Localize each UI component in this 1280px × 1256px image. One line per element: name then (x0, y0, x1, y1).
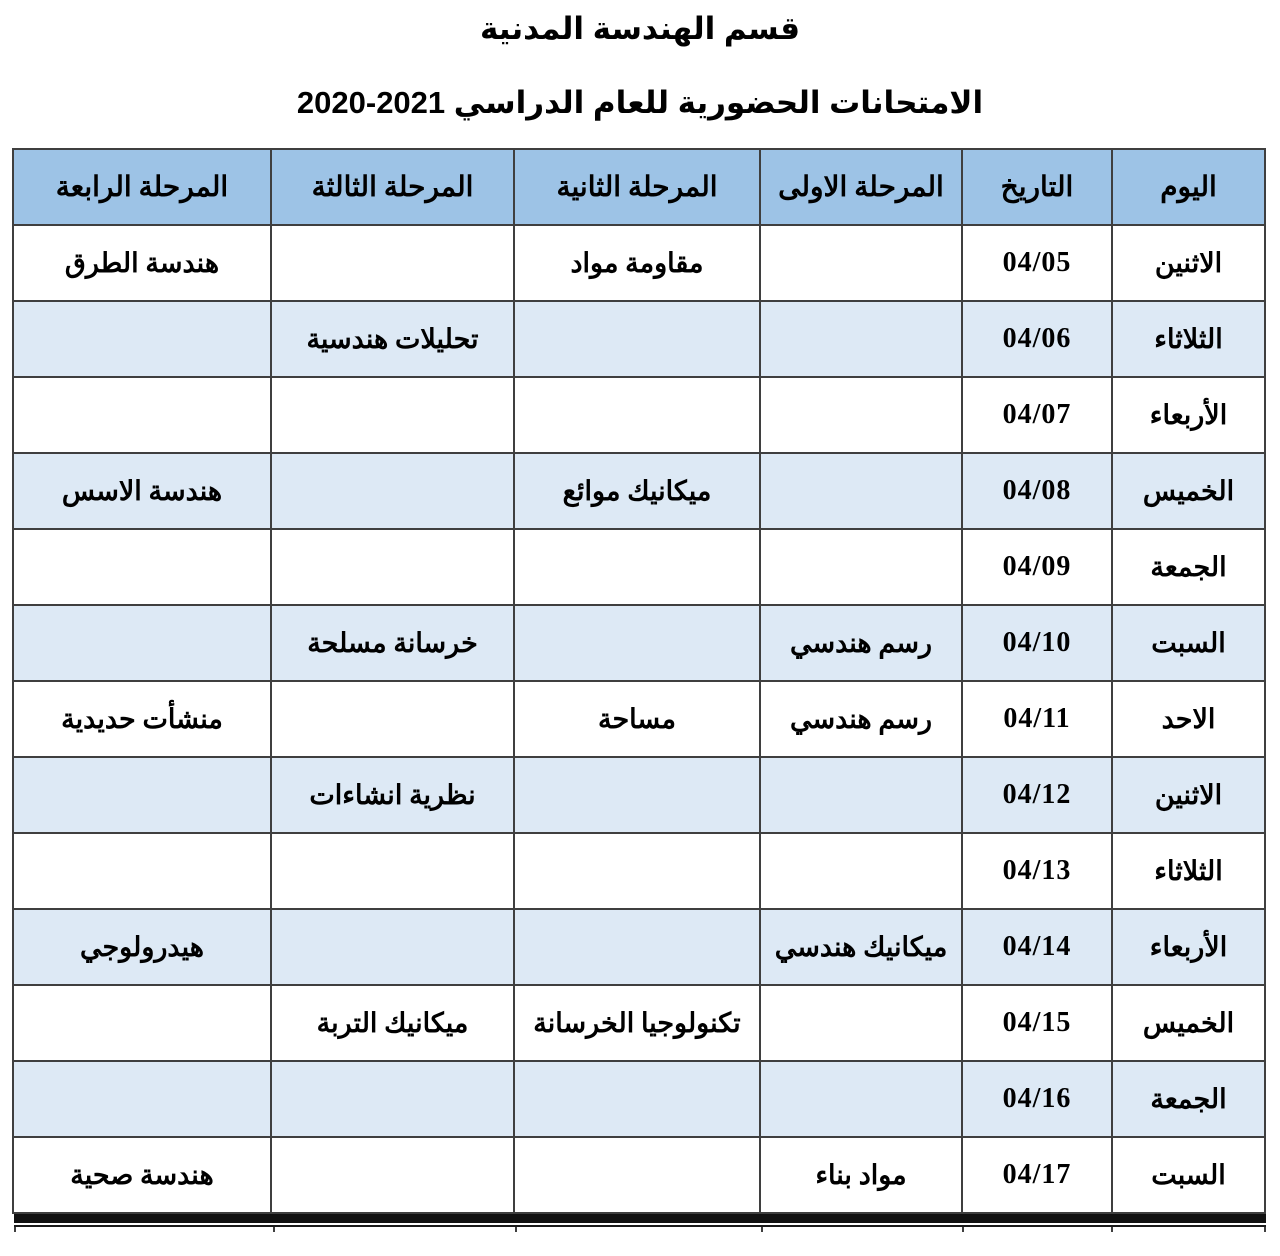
table-row (13, 605, 1265, 681)
stage2-cell (514, 301, 760, 377)
stage3-cell (271, 453, 514, 529)
exam-table-body (13, 225, 1265, 1213)
day-cell: الخميس (1112, 985, 1265, 1061)
stage3-cell: خرسانة مسلحة (271, 605, 514, 681)
date-cell: 04/14 (962, 909, 1112, 985)
stage2-cell (514, 529, 760, 605)
stage4-cell (13, 757, 271, 833)
stage4-cell: هندسة الاسس (13, 453, 271, 529)
table-row (13, 529, 1265, 605)
stage2-cell (514, 605, 760, 681)
stage2-cell: مقاومة مواد (514, 225, 760, 301)
date-cell: 04/09 (962, 529, 1112, 605)
table-row (13, 1137, 1265, 1213)
table-row (13, 757, 1265, 833)
stage1-cell (760, 529, 962, 605)
stage4-cell (13, 605, 271, 681)
date-cell: 04/16 (962, 1061, 1112, 1137)
stage1-cell (760, 301, 962, 377)
stage2-cell: ميكانيك موائع (514, 453, 760, 529)
day-cell: الأربعاء (1112, 377, 1265, 453)
date-cell: 04/17 (962, 1137, 1112, 1213)
stage2-cell (514, 757, 760, 833)
day-cell: السبت (1112, 1137, 1265, 1213)
stage1-cell (760, 985, 962, 1061)
date-cell: 04/07 (962, 377, 1112, 453)
stage1-cell: ميكانيك هندسي (760, 909, 962, 985)
day-cell: الاثنين (1112, 225, 1265, 301)
date-cell: 04/11 (962, 681, 1112, 757)
stage4-cell (13, 301, 271, 377)
day-cell: الجمعة (1112, 529, 1265, 605)
day-cell: الخميس (1112, 453, 1265, 529)
stage3-cell (271, 225, 514, 301)
stage2-cell (514, 833, 760, 909)
stage1-cell (760, 377, 962, 453)
date-cell: 04/08 (962, 453, 1112, 529)
stage3-cell (271, 681, 514, 757)
day-cell: الاثنين (1112, 757, 1265, 833)
exam-schedule-table (12, 148, 1266, 1214)
table-row (13, 377, 1265, 453)
stage3-cell (271, 1061, 514, 1137)
exam-session-title: الامتحانات الحضورية للعام الدراسي 2021-2020 (296, 85, 984, 120)
day-cell: الأربعاء (1112, 909, 1265, 985)
stage2-cell (514, 377, 760, 453)
table-row (13, 681, 1265, 757)
stage3-cell: ميكانيك التربة (271, 985, 514, 1061)
stage1-cell (760, 453, 962, 529)
day-cell: الثلاثاء (1112, 301, 1265, 377)
cutoff-next-section (14, 1214, 1266, 1232)
stage2-cell (514, 909, 760, 985)
stage4-cell: هندسة صحية (13, 1137, 271, 1213)
day-cell: السبت (1112, 605, 1265, 681)
table-row (13, 833, 1265, 909)
date-cell: 04/06 (962, 301, 1112, 377)
stage1-cell (760, 757, 962, 833)
stage1-cell (760, 833, 962, 909)
stage4-cell (13, 985, 271, 1061)
thick-black-band (14, 1214, 1266, 1223)
stage3-cell (271, 377, 514, 453)
stage1-cell: رسم هندسي (760, 605, 962, 681)
stage1-cell (760, 1061, 962, 1137)
date-cell: 04/10 (962, 605, 1112, 681)
table-row (13, 909, 1265, 985)
date-cell: 04/12 (962, 757, 1112, 833)
date-cell: 04/05 (962, 225, 1112, 301)
header-stage4: المرحلة الرابعة (13, 149, 271, 225)
table-row (13, 301, 1265, 377)
stage1-cell: رسم هندسي (760, 681, 962, 757)
stage4-cell (13, 833, 271, 909)
cutoff-row-sliver (14, 1227, 1266, 1232)
table-row (13, 453, 1265, 529)
day-cell: الثلاثاء (1112, 833, 1265, 909)
stage3-cell (271, 909, 514, 985)
header-stage2: المرحلة الثانية (514, 149, 760, 225)
stage3-cell (271, 833, 514, 909)
stage4-cell: هندسة الطرق (13, 225, 271, 301)
stage3-cell (271, 1137, 514, 1213)
stage4-cell (13, 529, 271, 605)
stage1-cell: مواد بناء (760, 1137, 962, 1213)
department-title: قسم الهندسة المدنية (479, 11, 800, 46)
date-cell: 04/13 (962, 833, 1112, 909)
header-row (13, 149, 1265, 225)
header-stage1: المرحلة الاولى (760, 149, 962, 225)
document-titles (0, 0, 1280, 122)
stage2-cell: مساحة (514, 681, 760, 757)
stage3-cell: تحليلات هندسية (271, 301, 514, 377)
stage3-cell: نظرية انشاءات (271, 757, 514, 833)
day-cell: الاحد (1112, 681, 1265, 757)
table-row (13, 225, 1265, 301)
stage2-cell: تكنولوجيا الخرسانة (514, 985, 760, 1061)
table-row (13, 985, 1265, 1061)
stage2-cell (514, 1137, 760, 1213)
table-row (13, 1061, 1265, 1137)
header-day: اليوم (1112, 149, 1265, 225)
stage1-cell (760, 225, 962, 301)
stage4-cell: هيدرولوجي (13, 909, 271, 985)
header-stage3: المرحلة الثالثة (271, 149, 514, 225)
day-cell: الجمعة (1112, 1061, 1265, 1137)
stage4-cell (13, 377, 271, 453)
date-cell: 04/15 (962, 985, 1112, 1061)
stage4-cell: منشأت حديدية (13, 681, 271, 757)
stage4-cell (13, 1061, 271, 1137)
table-header (13, 149, 1265, 225)
header-date: التاريخ (962, 149, 1112, 225)
stage2-cell (514, 1061, 760, 1137)
stage3-cell (271, 529, 514, 605)
